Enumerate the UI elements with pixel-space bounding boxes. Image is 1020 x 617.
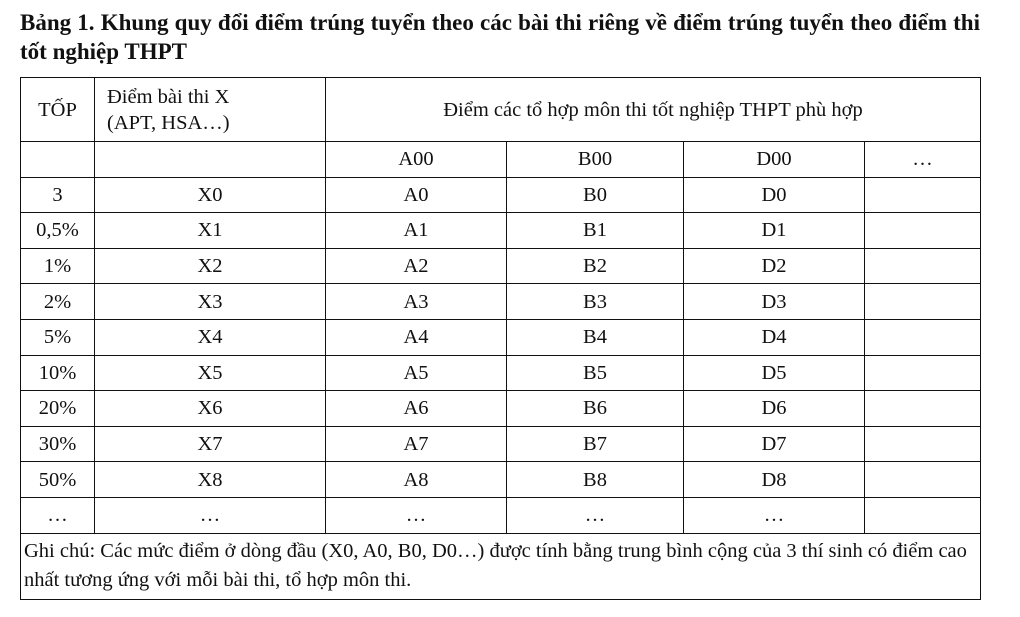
cell-d00: D7 (684, 426, 865, 462)
header-combo-cell: Điểm các tổ hợp môn thi tốt nghiệp THPT phù hợp (326, 78, 981, 142)
cell-other (865, 319, 981, 355)
cell-top: 0,5% (21, 213, 95, 249)
cell-top: 20% (21, 391, 95, 427)
cell-x-score (95, 142, 326, 178)
cell-b00: B4 (507, 319, 684, 355)
cell-top: 3 (21, 177, 95, 213)
cell-b00: … (507, 497, 684, 533)
cell-b00: B3 (507, 284, 684, 320)
table-row (21, 497, 981, 533)
cell-d00: D3 (684, 284, 865, 320)
cell-a00: A4 (326, 319, 507, 355)
table-row (21, 355, 981, 391)
cell-b00: B5 (507, 355, 684, 391)
cell-x-score: X0 (95, 177, 326, 213)
cell-d00: D0 (684, 177, 865, 213)
cell-x-score: X6 (95, 391, 326, 427)
table-row (21, 177, 981, 213)
cell-other (865, 355, 981, 391)
cell-d00: D8 (684, 462, 865, 498)
cell-b00: B2 (507, 248, 684, 284)
cell-b00: B00 (507, 142, 684, 178)
cell-a00: A2 (326, 248, 507, 284)
cell-a00: A00 (326, 142, 507, 178)
subheader-row (21, 142, 981, 178)
cell-x-score: X8 (95, 462, 326, 498)
cell-d00: D6 (684, 391, 865, 427)
note-row (21, 533, 981, 599)
cell-x-score: … (95, 497, 326, 533)
cell-top (21, 142, 95, 178)
cell-a00: A5 (326, 355, 507, 391)
cell-other (865, 462, 981, 498)
cell-top: 50% (21, 462, 95, 498)
cell-a00: A3 (326, 284, 507, 320)
cell-x-score: X7 (95, 426, 326, 462)
header-top-cell: TỐP (21, 78, 95, 142)
cell-x-score: X1 (95, 213, 326, 249)
table-row (21, 284, 981, 320)
cell-d00: … (684, 497, 865, 533)
cell-other (865, 213, 981, 249)
cell-a00: A0 (326, 177, 507, 213)
cell-top: 2% (21, 284, 95, 320)
table-caption: Bảng 1. Khung quy đổi điểm trúng tuyển theo các bài thi riêng về điểm trúng tuyển theo điểm thi tốt nghiệp THPT (20, 10, 980, 64)
cell-d00: D00 (684, 142, 865, 178)
cell-a00: A8 (326, 462, 507, 498)
cell-a00: … (326, 497, 507, 533)
cell-b00: B8 (507, 462, 684, 498)
table-row (21, 213, 981, 249)
cell-top: … (21, 497, 95, 533)
cell-other (865, 284, 981, 320)
conversion-table (20, 77, 981, 600)
table-row (21, 248, 981, 284)
cell-b00: B0 (507, 177, 684, 213)
table-row (21, 426, 981, 462)
table-row (21, 319, 981, 355)
cell-other (865, 177, 981, 213)
cell-x-score: X4 (95, 319, 326, 355)
cell-top: 5% (21, 319, 95, 355)
table-row (21, 391, 981, 427)
cell-d00: D1 (684, 213, 865, 249)
cell-other (865, 497, 981, 533)
header-row (21, 78, 981, 142)
cell-b00: B7 (507, 426, 684, 462)
cell-top: 1% (21, 248, 95, 284)
cell-x-score: X3 (95, 284, 326, 320)
cell-top: 30% (21, 426, 95, 462)
cell-d00: D2 (684, 248, 865, 284)
cell-a00: A7 (326, 426, 507, 462)
header-x-score-line1: Điểm bài thi X (107, 85, 230, 108)
cell-b00: B1 (507, 213, 684, 249)
cell-other (865, 248, 981, 284)
header-x-score-cell (95, 78, 326, 142)
cell-b00: B6 (507, 391, 684, 427)
cell-x-score: X2 (95, 248, 326, 284)
table-row (21, 462, 981, 498)
cell-d00: D5 (684, 355, 865, 391)
cell-a00: A6 (326, 391, 507, 427)
cell-top: 10% (21, 355, 95, 391)
cell-other (865, 391, 981, 427)
cell-other (865, 426, 981, 462)
note-text: Ghi chú: Các mức điểm ở dòng đầu (X0, A0, B0, D0…) được tính bằng trung bình cộng của 3 thí sinh có điểm cao nhất tương ứng với mỗi bài thi, tổ hợp môn thi. (21, 533, 981, 599)
cell-d00: D4 (684, 319, 865, 355)
cell-a00: A1 (326, 213, 507, 249)
header-x-score-line2: (APT, HSA…) (107, 111, 230, 134)
cell-x-score: X5 (95, 355, 326, 391)
cell-other: … (865, 142, 981, 178)
